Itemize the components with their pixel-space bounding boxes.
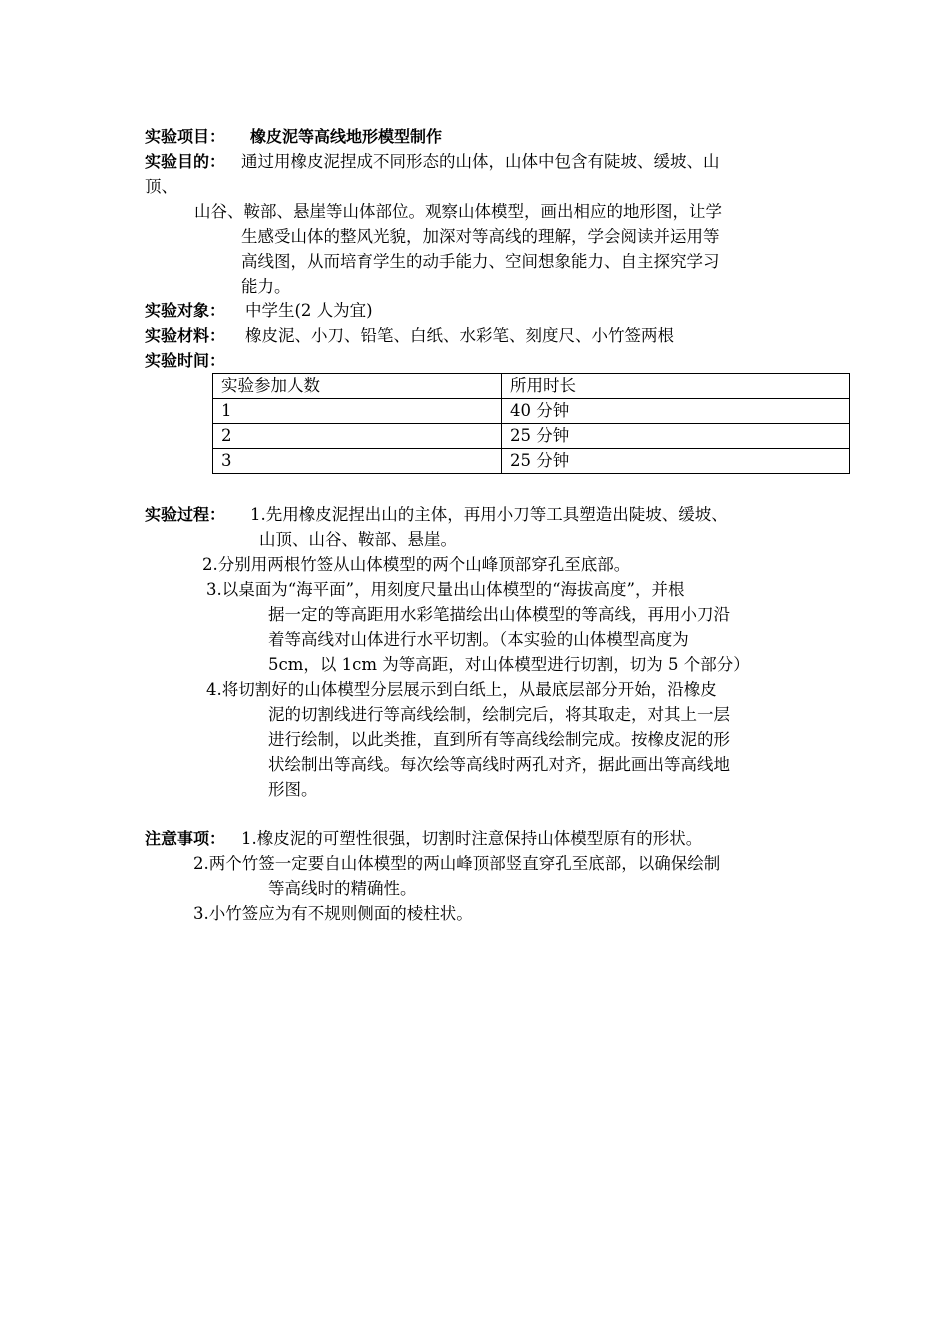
project-title: 橡皮泥等高线地形模型制作 <box>250 127 443 146</box>
purpose-line: 通过用橡皮泥捏成不同形态的山体，山体中包含有陡坡、缓坡、山 <box>241 152 720 171</box>
table-row <box>213 399 850 424</box>
table-cell: 40 分钟 <box>502 399 850 424</box>
notes-line: 等高线时的精确性。 <box>268 879 417 898</box>
table-cell: 3 <box>213 449 502 474</box>
notes-label: 注意事项： <box>145 829 226 848</box>
notes-line: 3.小竹签应为有不规则侧面的棱柱状。 <box>193 904 473 923</box>
project-label: 实验项目： <box>145 127 226 146</box>
materials-value: 橡皮泥、小刀、铅笔、白纸、水彩笔、刻度尺、小竹签两根 <box>245 326 674 345</box>
process-line: 5cm，以 1cm 为等高距，对山体模型进行切割，切为 5 个部分） <box>268 655 750 674</box>
table-header-cell: 实验参加人数 <box>213 374 502 399</box>
materials-label: 实验材料： <box>145 326 226 345</box>
time-label: 实验时间： <box>145 351 226 370</box>
process-line: 2.分别用两根竹签从山体模型的两个山峰顶部穿孔至底部。 <box>202 555 631 574</box>
purpose-line: 山谷、鞍部、悬崖等山体部位。观察山体模型，画出相应的地形图，让学 <box>194 202 722 221</box>
process-line: 据一定的等高距用水彩笔描绘出山体模型的等高线，再用小刀沿 <box>268 605 730 624</box>
process-line: 山顶、山谷、鞍部、悬崖。 <box>259 530 457 549</box>
time-table <box>212 373 850 474</box>
table-header-row <box>213 374 850 399</box>
purpose-line: 高线图，从而培育学生的动手能力、空间想象能力、自主探究学习 <box>241 252 720 271</box>
purpose-line: 顶、 <box>145 177 178 196</box>
process-line: 4.将切割好的山体模型分层展示到白纸上，从最底层部分开始，沿橡皮 <box>206 680 717 699</box>
process-label: 实验过程： <box>145 505 226 524</box>
process-line: 着等高线对山体进行水平切割。（本实验的山体模型高度为 <box>268 630 689 649</box>
subject-label: 实验对象： <box>145 301 226 320</box>
table-row <box>213 449 850 474</box>
process-line: 形图。 <box>268 780 318 799</box>
table-row <box>213 424 850 449</box>
table-cell: 25 分钟 <box>502 424 850 449</box>
process-line: 进行绘制，以此类推，直到所有等高线绘制完成。按橡皮泥的形 <box>268 730 730 749</box>
notes-line: 1.橡皮泥的可塑性很强，切割时注意保持山体模型原有的形状。 <box>241 829 703 848</box>
process-line: 泥的切割线进行等高线绘制，绘制完后，将其取走，对其上一层 <box>268 705 730 724</box>
table-cell: 2 <box>213 424 502 449</box>
table-header-cell: 所用时长 <box>502 374 850 399</box>
table-cell: 25 分钟 <box>502 449 850 474</box>
purpose-line: 能力。 <box>241 277 291 296</box>
purpose-label: 实验目的： <box>145 152 226 171</box>
notes-line: 2.两个竹签一定要自山体模型的两山峰顶部竖直穿孔至底部，以确保绘制 <box>193 854 721 873</box>
purpose-line: 生感受山体的整风光貌，加深对等高线的理解，学会阅读并运用等 <box>241 227 720 246</box>
table-cell: 1 <box>213 399 502 424</box>
process-line: 3.以桌面为“海平面”，用刻度尺量出山体模型的“海拔高度”，并根 <box>206 580 685 599</box>
subject-value: 中学生(2 人为宜) <box>245 301 373 320</box>
process-line: 状绘制出等高线。每次绘等高线时两孔对齐，据此画出等高线地 <box>268 755 730 774</box>
process-line: 1.先用橡皮泥捏出山的主体，再用小刀等工具塑造出陡坡、缓坡、 <box>250 505 728 524</box>
